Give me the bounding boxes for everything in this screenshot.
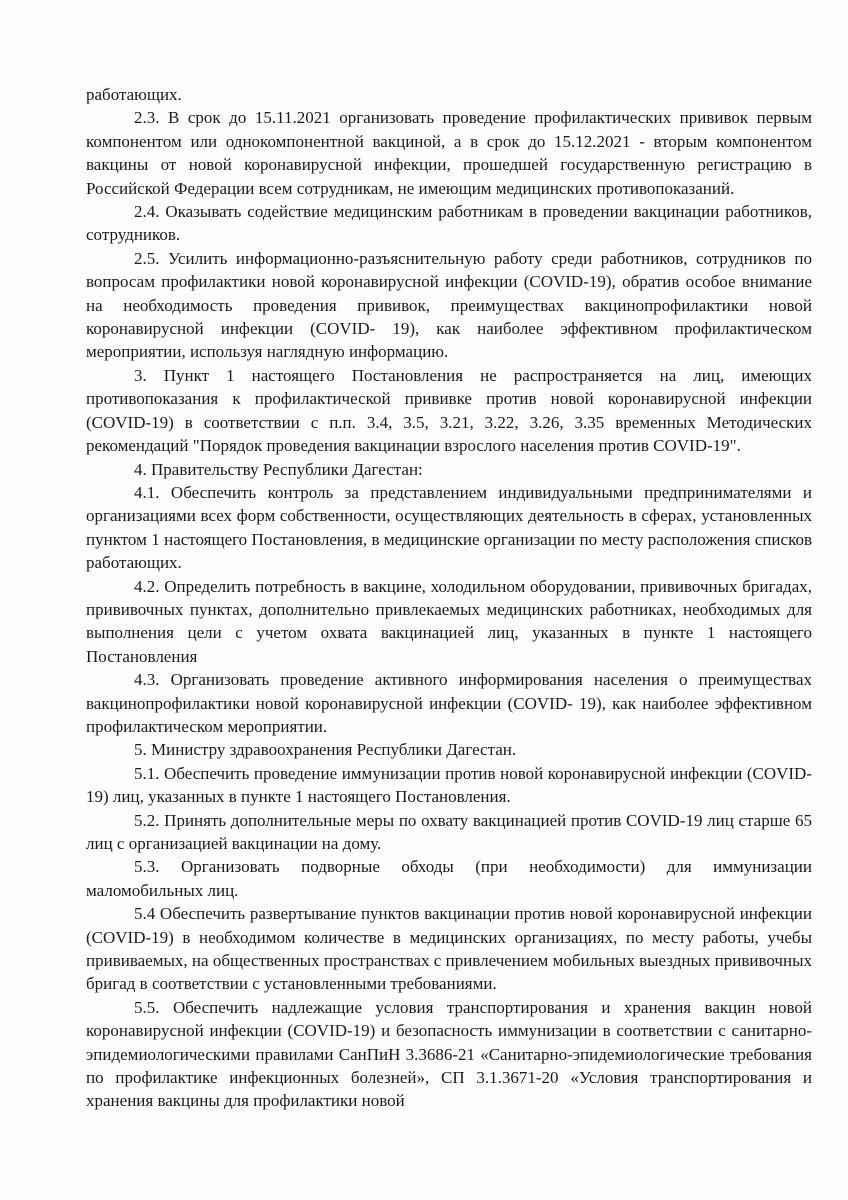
paragraph-5-4: 5.4 Обеспечить развертывание пунктов вакцинации против новой коронавирусной инфекции (COVID-19) в необходимом количестве в медицинских организациях, по месту работы, учебы прививаемых, на общественных пространствах с привлечением мобильных выездных прививочных бригад в соответствии с установленными требованиями. — [86, 904, 812, 994]
paragraph-continuation: работающих. — [86, 85, 182, 104]
paragraph-3: 3. Пункт 1 настоящего Постановления не распространяется на лиц, имеющих противопоказания к профилактической прививке против новой коронавирусной инфекции (COVID-19) в соответствии с п.п. 3.4, 3.5, 3.21, 3.22, 3.26, 3.35 временных Методических рекомендаций "Порядок проведения вакцинации взрослого населения против COVID-19". — [86, 365, 812, 456]
paragraph-5-1: 5.1. Обеспечить проведение иммунизации против новой коронавирусной инфекции (COVID-19) лиц, указанных в пункте 1 настоящего Постановления. — [86, 763, 812, 807]
paragraph-4-2: 4.2. Определить потребность в вакцине, холодильном оборудовании, прививочных бригадах, прививочных пунктах, дополнительно привлекаемых медицинских работниках, необходимых для выполнения цели с учетом охвата вакцинацией лиц, указанных в пункте 1 настоящего Постановления — [86, 576, 812, 666]
paragraph-5: 5. Министру здравоохранения Республики Дагестан. — [134, 740, 517, 760]
paragraph-2-5: 2.5. Усилить информационно-разъяснительную работу среди работников, сотрудников по вопросам профилактики новой коронавирусной инфекции (COVID-19), обратив особое внимание на необходимость проведения прививок, преимуществах вакцинопрофилактики новой коронавирусной инфекции (COVID- 19), как наиболее эффективном профилактическом мероприятии, используя наглядную информацию. — [86, 248, 812, 362]
paragraph-4: 4. Правительству Республики Дагестан: — [134, 459, 423, 479]
paragraph-5-5: 5.5. Обеспечить надлежащие условия транспортирования и хранения вакцин новой коронавирусной инфекции (COVID-19) и безопасность иммунизации в соответствии с санитарно-эпидемиологическими правилами СанПиН 3.3686-21 «Санитарно-эпидемиологические требования по профилактике инфекционных болезней», СП 3.1.3671-20 «Условия транспортирования и хранения вакцины для профилактики новой — [86, 997, 812, 1111]
paragraph-2-4: 2.4. Оказывать содействие медицинским работникам в проведении вакцинации работников, сотрудников. — [86, 202, 812, 245]
paragraph-2-3: 2.3. В срок до 15.11.2021 организовать проведение профилактических прививок первым компонентом или однокомпонентной вакциной, а в срок до 15.12.2021 - вторым компонентом вакцины от новой коронавирусной инфекции, прошедшей государственную регистрацию в Российской Федерации всем сотрудникам, не имеющим медицинских противопоказаний. — [86, 108, 812, 198]
document-body — [86, 83, 812, 1113]
paragraph-4-1: 4.1. Обеспечить контроль за представлением индивидуальными предпринимателями и организациями всех форм собственности, осуществляющих деятельность в сферах, установленных пунктом 1 настоящего Постановления, в медицинские организации по месту расположения списков работающих. — [86, 482, 812, 573]
paragraph-5-2: 5.2. Принять дополнительные меры по охвату вакцинацией против COVID-19 лиц старше 65 лиц с организацией вакцинации на дому. — [86, 810, 812, 853]
paragraph-4-3: 4.3. Организовать проведение активного информирования населения о преимуществах вакцинопрофилактики новой коронавирусной инфекции (COVID- 19), как наиболее эффективном профилактическом мероприятии. — [86, 670, 812, 736]
paragraph-5-3: 5.3. Организовать подворные обходы (при необходимости) для иммунизации маломобильных лиц. — [86, 857, 812, 900]
